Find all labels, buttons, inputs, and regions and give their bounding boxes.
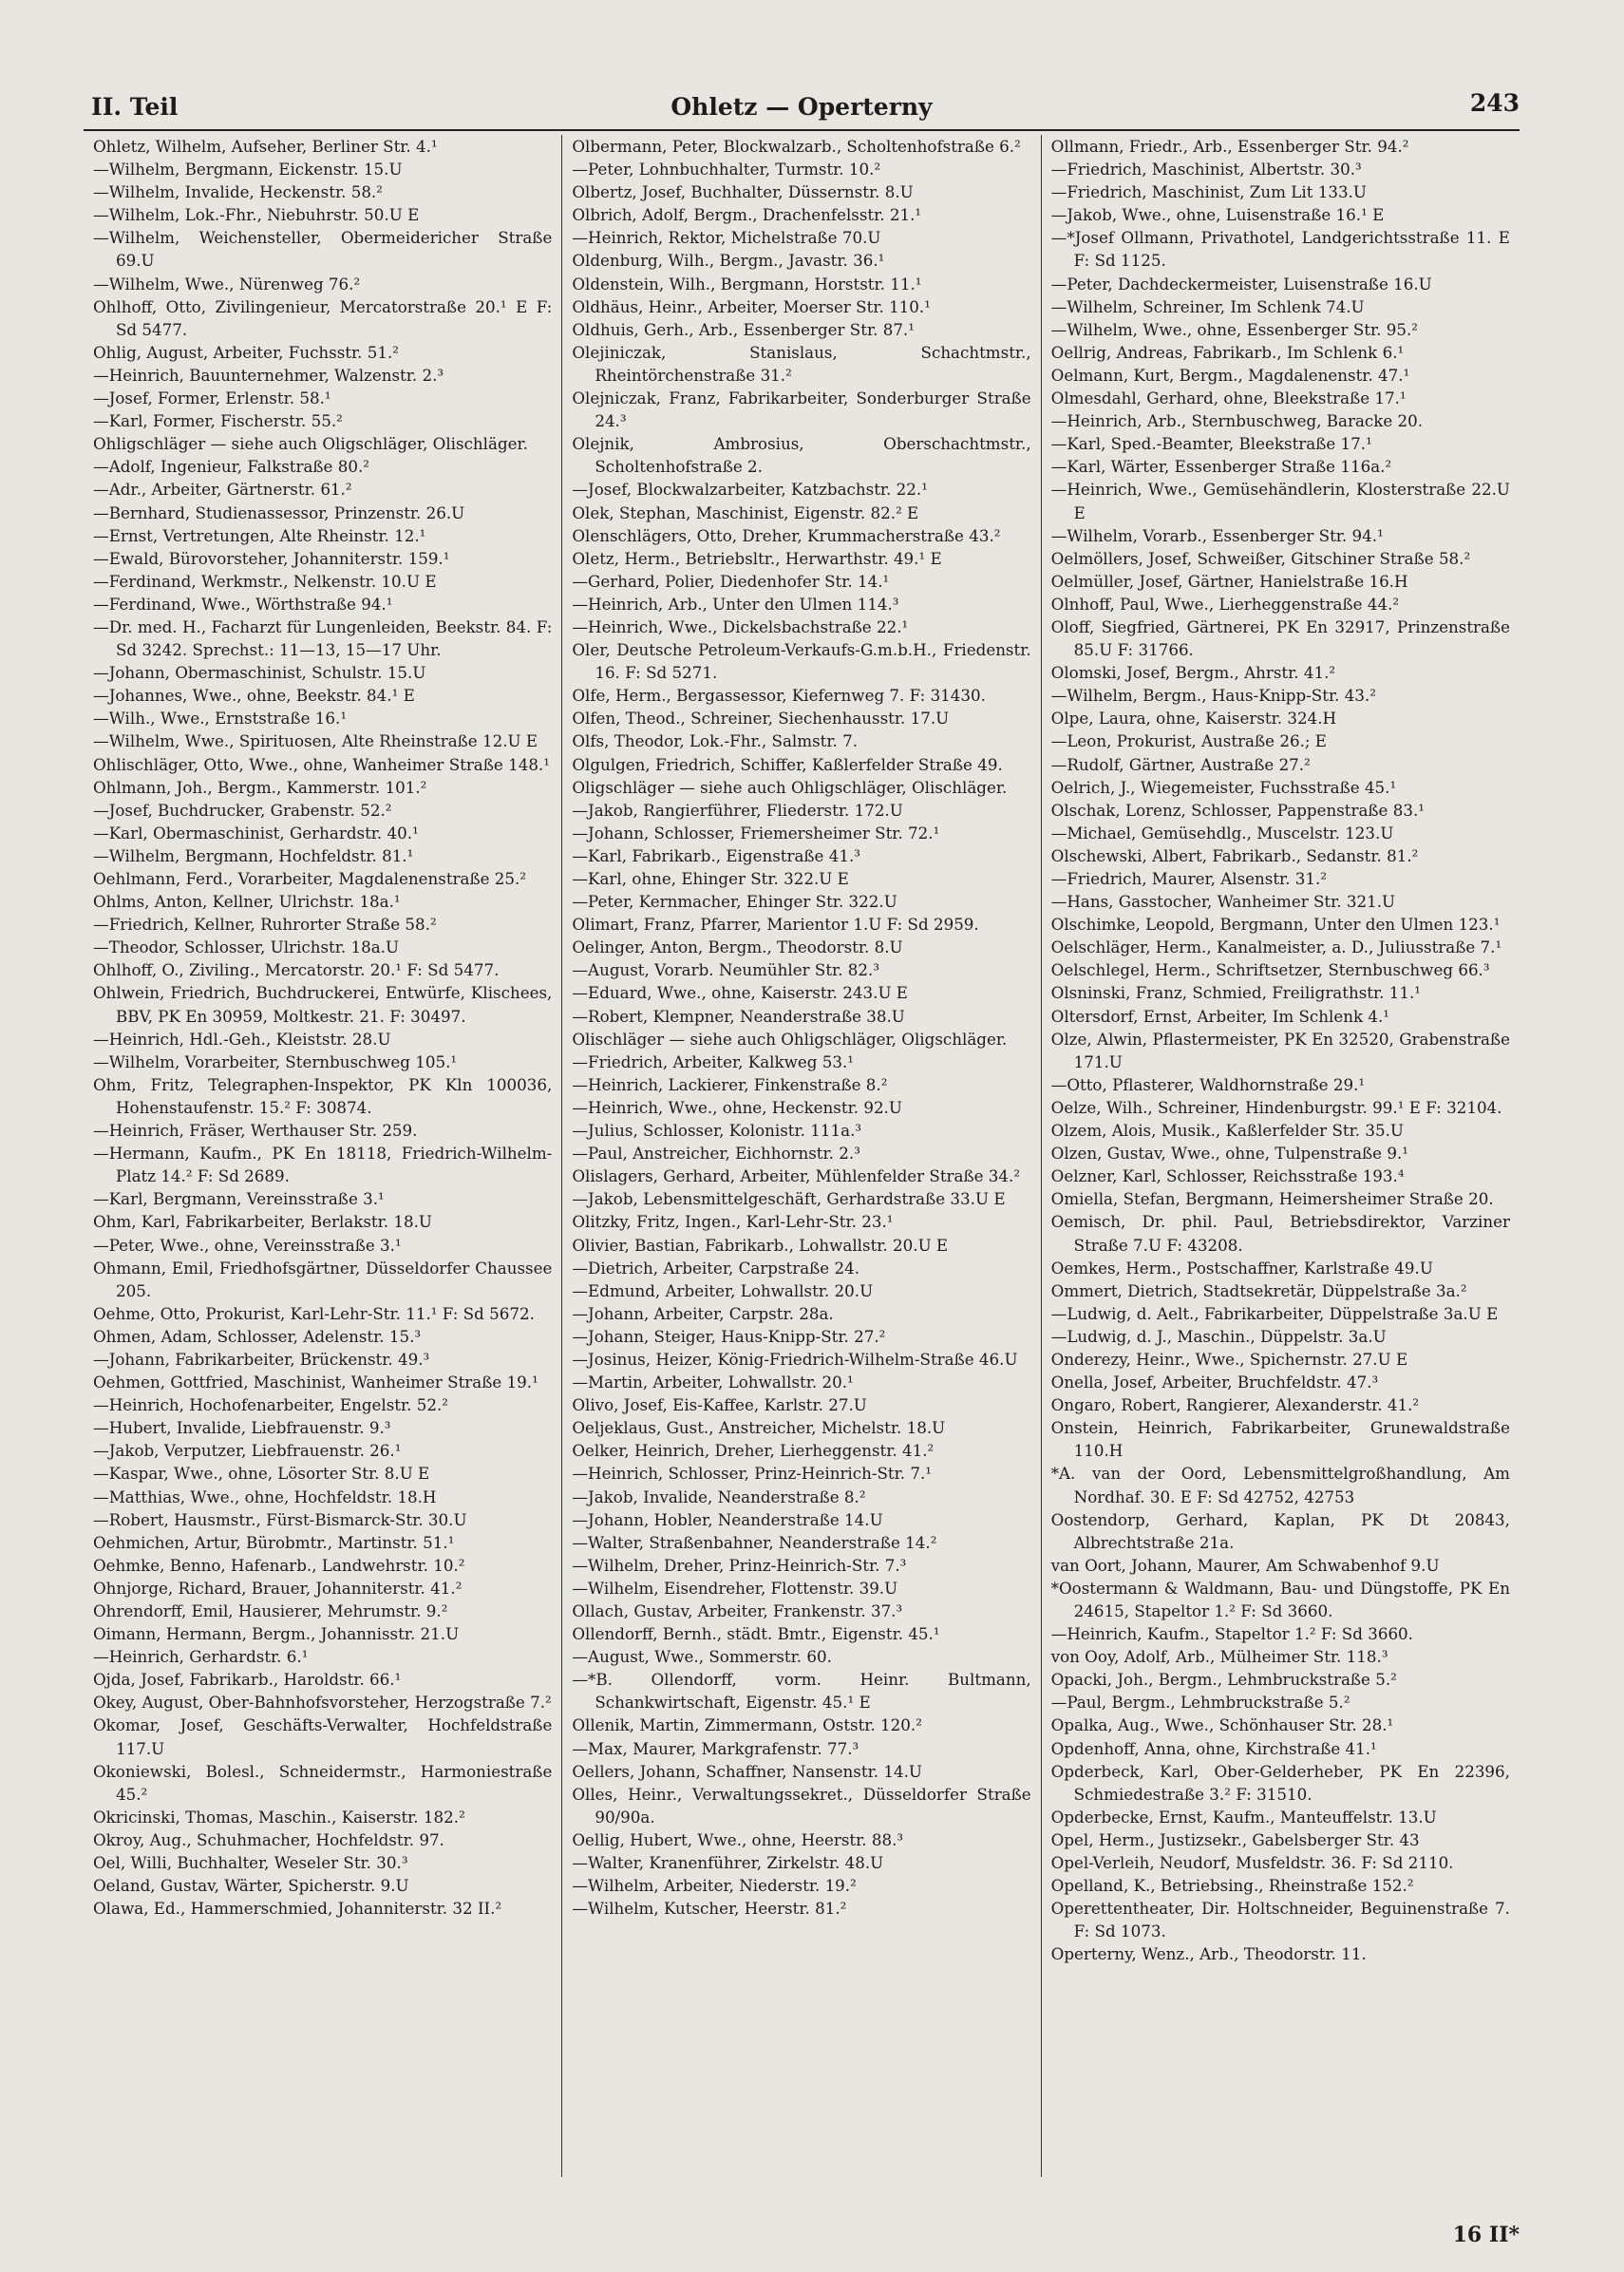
directory-entry: Oelmöllers, Josef, Schweißer, Gitschiner Straße 58.² <box>1050 548 1471 568</box>
directory-entry: —*B. Ollendorff, vorm. Heinr. Bultmann, Schankwirtschaft, Eigenstr. 45.¹ E <box>572 1670 1031 1713</box>
directory-entry: Opel-Verleih, Neudorf, Musfeldstr. 36. F: Sd 2110. <box>1050 1853 1454 1873</box>
directory-entry: —Wilhelm, Lok.-Fhr., Niebuhrstr. 50.U E <box>93 205 420 225</box>
directory-entry: —Max, Maurer, Markgrafenstr. 77.³ <box>572 1738 859 1758</box>
directory-entry: Ohlhoff, Otto, Zivilingenieur, Mercatorstraße 20.¹ E F: Sd 5477. <box>93 296 553 339</box>
directory-entry: —Heinrich, Arb., Unter den Ulmen 114.³ <box>572 594 899 614</box>
directory-entry: —Michael, Gemüsehdlg., Muscelstr. 123.U <box>1050 823 1394 843</box>
directory-entry: —Ludwig, d. Aelt., Fabrikarbeiter, Düppelstraße 3a.U E <box>1050 1303 1499 1323</box>
directory-entry: Olischläger — siehe auch Ohligschläger, Oligschläger. <box>572 1029 1008 1049</box>
directory-entry: —Johann, Obermaschinist, Schulstr. 15.U <box>93 663 426 683</box>
directory-entry: Olnhoff, Paul, Wwe., Lierheggenstraße 44.² <box>1050 594 1400 614</box>
directory-entry: —Bernhard, Studienassessor, Prinzenstr. 26.U <box>93 502 465 522</box>
directory-entry: Oellers, Johann, Schaffner, Nansenstr. 14.U <box>572 1761 922 1781</box>
directory-entry: Ollenik, Martin, Zimmermann, Oststr. 120.² <box>572 1715 922 1735</box>
directory-entry: Opderbeck, Karl, Ober-Gelderheber, PK En 22396, Schmiedestraße 3.² F: 31510. <box>1050 1761 1510 1804</box>
directory-entry: Olmesdahl, Gerhard, ohne, Bleekstraße 17.¹ <box>1050 388 1407 408</box>
directory-entry: —Wilhelm, Bergmann, Hochfeldstr. 81.¹ <box>93 845 414 865</box>
section-label: II. Teil <box>91 93 179 121</box>
directory-entry: —Paul, Anstreicher, Eichhornstr. 2.³ <box>572 1144 860 1164</box>
directory-entry: —Edmund, Arbeiter, Lohwallstr. 20.U <box>572 1280 874 1300</box>
directory-entry: —Wilhelm, Dreher, Prinz-Heinrich-Str. 7.³ <box>572 1555 907 1575</box>
directory-entry: Opelland, K., Betriebsing., Rheinstraße 152.² <box>1050 1876 1414 1896</box>
directory-entry: —Leon, Prokurist, Austraße 26.; E <box>1050 731 1327 751</box>
directory-entry: Oldenburg, Wilh., Bergm., Javastr. 36.¹ <box>572 251 885 271</box>
directory-entry: Oligschläger — siehe auch Ohligschläger, Olischläger. <box>572 777 1008 797</box>
directory-entry: Ohlischläger, Otto, Wwe., ohne, Wanheimer Straße 148.¹ <box>93 754 550 774</box>
directory-entry: Opdenhoff, Anna, ohne, Kirchstraße 41.¹ <box>1050 1738 1377 1758</box>
column-3 <box>1041 135 1520 2177</box>
directory-entry: —Jakob, Lebensmittelgeschäft, Gerhardstraße 33.U E <box>572 1189 1006 1209</box>
directory-entry: —Josef, Former, Erlenstr. 58.¹ <box>93 388 331 408</box>
directory-entry: —Friedrich, Maurer, Alsenstr. 31.² <box>1050 869 1328 888</box>
directory-entry: Oelze, Wilh., Schreiner, Hindenburgstr. 99.¹ E F: 32104. <box>1050 1097 1502 1117</box>
directory-entry: Ohm, Fritz, Telegraphen-Inspektor, PK Kln 100036, Hohenstaufenstr. 15.² F: 30874. <box>93 1074 553 1117</box>
directory-entry: —Rudolf, Gärtner, Austraße 27.² <box>1050 754 1311 774</box>
directory-entry: Ohlwein, Friedrich, Buchdruckerei, Entwürfe, Klischees, BBV, PK En 30959, Moltkestr. 21. F: 30497. <box>93 983 553 1026</box>
directory-entry: —Wilh., Wwe., Ernststraße 16.¹ <box>93 709 348 729</box>
directory-entry: Ohligschläger — siehe auch Oligschläger, Olischläger. <box>93 434 528 454</box>
directory-entry: Oelinger, Anton, Bergm., Theodorstr. 8.U <box>572 937 903 957</box>
directory-entry: —Johannes, Wwe., ohne, Beekstr. 84.¹ E <box>93 686 415 706</box>
directory-entry: Opacki, Joh., Bergm., Lehmbruckstraße 5.² <box>1050 1670 1397 1690</box>
directory-entry: —Heinrich, Schlosser, Prinz-Heinrich-Str. 7.¹ <box>572 1464 932 1484</box>
directory-entry: Opderbecke, Ernst, Kaufm., Manteuffelstr. 13.U <box>1050 1807 1437 1827</box>
directory-entry: Oldhäus, Heinr., Arbeiter, Moerser Str. 110.¹ <box>572 296 931 316</box>
directory-entry: —Wilhelm, Wwe., ohne, Essenberger Str. 95.² <box>1050 319 1418 339</box>
directory-entry: —Dr. med. H., Facharzt für Lungenleiden, Beekstr. 84. F: Sd 3242. Sprechst.: 11—13, 15—17 Uhr. <box>93 616 553 660</box>
directory-entry: Oler, Deutsche Petroleum-Verkaufs-G.m.b.H., Friedenstr. 16. F: Sd 5271. <box>572 640 1031 683</box>
directory-entry: Operterny, Wenz., Arb., Theodorstr. 11. <box>1050 1944 1367 1964</box>
directory-entry: —Jakob, Rangierführer, Fliederstr. 172.U <box>572 800 903 820</box>
directory-entry: —Heinrich, Fräser, Werthauser Str. 259. <box>93 1121 418 1141</box>
directory-entry: —Matthias, Wwe., ohne, Hochfeldstr. 18.H <box>93 1486 437 1506</box>
directory-entry: —Wilhelm, Kutscher, Heerstr. 81.² <box>572 1899 847 1919</box>
directory-entry: —Heinrich, Hdl.-Geh., Kleiststr. 28.U <box>93 1029 391 1049</box>
directory-entry: Operettentheater, Dir. Holtschneider, Beguinenstraße 7. F: Sd 1073. <box>1050 1899 1510 1941</box>
directory-entry: Ohm, Karl, Fabrikarbeiter, Berlakstr. 18.U <box>93 1212 432 1232</box>
directory-entry: —Heinrich, Arb., Sternbuschweg, Baracke 20. <box>1050 411 1424 431</box>
directory-entry: —Friedrich, Maschinist, Albertstr. 30.³ <box>1050 160 1362 180</box>
directory-entry: —Wilhelm, Wwe., Spirituosen, Alte Rheinstraße 12.U E <box>93 731 538 751</box>
directory-entry: Oelmüller, Josef, Gärtner, Hanielstraße 16.H <box>1050 571 1408 591</box>
directory-entry: —Karl, Fabrikarb., Eigenstraße 41.³ <box>572 845 860 865</box>
directory-entry: Onderezy, Heinr., Wwe., Spichernstr. 27.U E <box>1050 1349 1408 1369</box>
directory-entry: Olomski, Josef, Bergm., Ahrstr. 41.² <box>1050 663 1336 683</box>
directory-entry: Olitzky, Fritz, Ingen., Karl-Lehr-Str. 23.¹ <box>572 1212 894 1232</box>
directory-entry: —Josef, Buchdrucker, Grabenstr. 52.² <box>93 800 392 820</box>
directory-entry: —Peter, Dachdeckermeister, Luisenstraße 16.U <box>1050 274 1432 293</box>
directory-entry: —Wilhelm, Invalide, Heckenstr. 58.² <box>93 182 383 202</box>
directory-entry: Oel, Willi, Buchhalter, Weseler Str. 30.³ <box>93 1853 408 1873</box>
directory-entry: —Wilhelm, Wwe., Nürenweg 76.² <box>93 274 361 293</box>
directory-entry: Oellrig, Andreas, Fabrikarb., Im Schlenk 6.¹ <box>1050 342 1405 362</box>
directory-entry: Olfen, Theod., Schreiner, Siechenhausstr. 17.U <box>572 709 950 729</box>
directory-entry: —Friedrich, Maschinist, Zum Lit 133.U <box>1050 182 1367 202</box>
directory-entry: —Martin, Arbeiter, Lohwallstr. 20.¹ <box>572 1373 854 1392</box>
directory-entry: —Jakob, Verputzer, Liebfrauenstr. 26.¹ <box>93 1441 402 1461</box>
directory-entry: Olbertz, Josef, Buchhalter, Düssernstr. 8.U <box>572 182 914 202</box>
directory-entry: Opalka, Aug., Wwe., Schönhauser Str. 28.¹ <box>1050 1715 1394 1735</box>
directory-entry: —Karl, Wärter, Essenberger Straße 116a.² <box>1050 457 1392 477</box>
directory-entry: Oemisch, Dr. phil. Paul, Betriebsdirektor, Varziner Straße 7.U F: 43208. <box>1050 1212 1510 1255</box>
directory-entry: —Karl, ohne, Ehinger Str. 322.U E <box>572 869 849 888</box>
directory-entry: Oletz, Herm., Betriebsltr., Herwarthstr. 49.¹ E <box>572 548 942 568</box>
directory-entry: Oehmke, Benno, Hafenarb., Landwehrstr. 10.² <box>93 1555 465 1575</box>
directory-entry: Oeland, Gustav, Wärter, Spicherstr. 9.U <box>93 1876 409 1896</box>
directory-entry: Olpe, Laura, ohne, Kaiserstr. 324.H <box>1050 709 1337 729</box>
directory-entry: —Otto, Pflasterer, Waldhornstraße 29.¹ <box>1050 1074 1366 1094</box>
directory-entry: —Karl, Obermaschinist, Gerhardstr. 40.¹ <box>93 823 419 843</box>
directory-entry: Olzen, Gustav, Wwe., ohne, Tulpenstraße 9.¹ <box>1050 1144 1408 1164</box>
directory-entry: —Heinrich, Wwe., Dickelsbachstraße 22.¹ <box>572 616 909 636</box>
directory-entry: —Johann, Arbeiter, Carpstr. 28a. <box>572 1303 834 1323</box>
directory-entry: Olbrich, Adolf, Bergm., Drachenfelsstr. 21.¹ <box>572 205 922 225</box>
directory-entry: —Johann, Fabrikarbeiter, Brückenstr. 49.³ <box>93 1349 430 1369</box>
directory-entry: Oelker, Heinrich, Dreher, Lierheggenstr. 41.² <box>572 1441 935 1461</box>
directory-entry: Olles, Heinr., Verwaltungssekret., Düsseldorfer Straße 90/90a. <box>572 1784 1031 1827</box>
directory-entry: Opel, Herm., Justizsekr., Gabelsberger Str. 43 <box>1050 1829 1420 1849</box>
directory-entry: Oellig, Hubert, Wwe., ohne, Heerstr. 88.³ <box>572 1829 904 1849</box>
directory-entry: Oehmen, Gottfried, Maschinist, Wanheimer Straße 19.¹ <box>93 1373 538 1392</box>
directory-entry: —Peter, Lohnbuchhalter, Turmstr. 10.² <box>572 160 881 180</box>
directory-entry: Oldhuis, Gerh., Arb., Essenberger Str. 87.¹ <box>572 319 915 339</box>
directory-entry: Omiella, Stefan, Bergmann, Heimersheimer Straße 20. <box>1050 1189 1494 1209</box>
directory-entry: Oelzner, Karl, Schlosser, Reichsstraße 193.⁴ <box>1050 1166 1405 1186</box>
directory-entry: —Wilhelm, Eisendreher, Flottenstr. 39.U <box>572 1578 898 1598</box>
directory-entry: Ohlhoff, O., Ziviling., Mercatorstr. 20.¹ F: Sd 5477. <box>93 960 500 980</box>
directory-entry: —Adr., Arbeiter, Gärtnerstr. 61.² <box>93 480 352 500</box>
directory-entry: von Ooy, Adolf, Arb., Mülheimer Str. 118.³ <box>1050 1647 1388 1667</box>
directory-entry: Oimann, Hermann, Bergm., Johannisstr. 21.U <box>93 1624 460 1644</box>
directory-entry: *Oostermann & Waldmann, Bau- und Düngstoffe, PK En 24615, Stapeltor 1.² F: Sd 3660. <box>1050 1578 1510 1620</box>
directory-entry: Olschewski, Albert, Fabrikarb., Sedanstr. 81.² <box>1050 845 1419 865</box>
directory-entry: Ojda, Josef, Fabrikarb., Haroldstr. 66.¹ <box>93 1670 402 1690</box>
directory-entry: —Ernst, Vertretungen, Alte Rheinstr. 12.¹ <box>93 525 426 545</box>
directory-entry: —Peter, Wwe., ohne, Vereinsstraße 3.¹ <box>93 1235 402 1255</box>
directory-entry: —Jakob, Wwe., ohne, Luisenstraße 16.¹ E <box>1050 205 1385 225</box>
directory-entry: Oelschlegel, Herm., Schriftsetzer, Sternbuschweg 66.³ <box>1050 960 1490 980</box>
directory-entry: —Dietrich, Arbeiter, Carpstraße 24. <box>572 1258 860 1278</box>
directory-entry: —Paul, Bergm., Lehmbruckstraße 5.² <box>1050 1693 1350 1713</box>
directory-entry: —Hans, Gasstocher, Wanheimer Str. 321.U <box>1050 892 1396 912</box>
directory-entry: —Walter, Kranenführer, Zirkelstr. 48.U <box>572 1853 884 1873</box>
directory-entry: —Jakob, Invalide, Neanderstraße 8.² <box>572 1486 866 1506</box>
directory-entry: —Julius, Schlosser, Kolonistr. 111a.³ <box>572 1121 862 1141</box>
directory-entry: Olfs, Theodor, Lok.-Fhr., Salmstr. 7. <box>572 731 859 751</box>
directory-entry: —Wilhelm, Weichensteller, Obermeidericher Straße 69.U <box>93 228 553 271</box>
directory-entry: Ohmen, Adam, Schlosser, Adelenstr. 15.³ <box>93 1326 422 1346</box>
directory-entry: *A. van der Oord, Lebensmittelgroßhandlung, Am Nordhaf. 30. E F: Sd 42752, 42753 <box>1050 1464 1510 1506</box>
directory-entry: Okroy, Aug., Schuhmacher, Hochfeldstr. 97. <box>93 1829 444 1849</box>
directory-entry: —Karl, Sped.-Beamter, Bleekstraße 17.¹ <box>1050 434 1372 454</box>
directory-entry: —August, Wwe., Sommerstr. 60. <box>572 1647 832 1667</box>
directory-entry: Oltersdorf, Ernst, Arbeiter, Im Schlenk 4.¹ <box>1050 1006 1389 1026</box>
directory-entry: Ollach, Gustav, Arbeiter, Frankenstr. 37.³ <box>572 1601 903 1620</box>
directory-entry: Ohrendorff, Emil, Hausierer, Mehrumstr. 9.² <box>93 1601 448 1620</box>
directory-entry: van Oort, Johann, Maurer, Am Schwabenhof 9.U <box>1050 1555 1440 1575</box>
directory-entry: —Heinrich, Rektor, Michelstraße 70.U <box>572 228 881 248</box>
directory-entry: Olschimke, Leopold, Bergmann, Unter den Ulmen 123.¹ <box>1050 915 1501 935</box>
directory-entry: —Ludwig, d. J., Maschin., Düppelstr. 3a.U <box>1050 1326 1387 1346</box>
directory-entry: Oehmichen, Artur, Bürobmtr., Martinstr. 51.¹ <box>93 1532 455 1552</box>
directory-entry: Olejnik, Ambrosius, Oberschachtmstr., Scholtenhofstraße 2. <box>572 434 1031 477</box>
directory-entry: Okomar, Josef, Geschäfts-Verwalter, Hochfeldstraße 117.U <box>93 1715 553 1758</box>
directory-entry: Okoniewski, Bolesl., Schneidermstr., Harmoniestraße 45.² <box>93 1761 553 1804</box>
directory-entry: —Ferdinand, Wwe., Wörthstraße 94.¹ <box>93 594 393 614</box>
directory-entry: —Heinrich, Bauunternehmer, Walzenstr. 2.³ <box>93 365 444 385</box>
directory-entry: —Hermann, Kaufm., PK En 18118, Friedrich-Wilhelm-Platz 14.² F: Sd 2689. <box>93 1144 553 1186</box>
directory-entry: Ohlmann, Joh., Bergm., Kammerstr. 101.² <box>93 777 427 797</box>
directory-entry: —Wilhelm, Bergmann, Eickenstr. 15.U <box>93 160 403 180</box>
directory-entry: —Wilhelm, Vorarbeiter, Sternbuschweg 105.¹ <box>93 1051 458 1071</box>
column-1 <box>84 135 561 2177</box>
page-header <box>84 85 1520 131</box>
directory-entry: Okey, August, Ober-Bahnhofsvorsteher, Herzogstraße 7.² <box>93 1693 552 1713</box>
directory-entry: —Heinrich, Hochofenarbeiter, Engelstr. 52.² <box>93 1395 448 1415</box>
directory-entry: Olschak, Lorenz, Schlosser, Pappenstraße 83.¹ <box>1050 800 1425 820</box>
directory-entry: Oehme, Otto, Prokurist, Karl-Lehr-Str. 11.¹ F: Sd 5672. <box>93 1303 535 1323</box>
directory-entry: —Josef, Blockwalzarbeiter, Katzbachstr. 22.¹ <box>572 480 928 500</box>
directory-entry: —Eduard, Wwe., ohne, Kaiserstr. 243.U E <box>572 983 908 1003</box>
directory-entry: —Adolf, Ingenieur, Falkstraße 80.² <box>93 457 369 477</box>
directory-entry: —Robert, Hausmstr., Fürst-Bismarck-Str. 30.U <box>93 1509 467 1529</box>
directory-entry: Olsninski, Franz, Schmied, Freiligrathstr. 11.¹ <box>1050 983 1421 1003</box>
directory-entry: Olbermann, Peter, Blockwalzarb., Scholtenhofstraße 6.² <box>572 137 1021 156</box>
directory-entry: —Heinrich, Wwe., ohne, Heckenstr. 92.U <box>572 1097 902 1117</box>
directory-entry: —Karl, Former, Fischerstr. 55.² <box>93 411 343 431</box>
directory-entry: —Johann, Hobler, Neanderstraße 14.U <box>572 1509 883 1529</box>
directory-entry: Olimart, Franz, Pfarrer, Marientor 1.U F: Sd 2959. <box>572 915 979 935</box>
directory-entry: Olislagers, Gerhard, Arbeiter, Mühlenfelder Straße 34.² <box>572 1166 1021 1186</box>
directory-entry: —Gerhard, Polier, Diedenhofer Str. 14.¹ <box>572 571 890 591</box>
directory-entry: —Friedrich, Arbeiter, Kalkweg 53.¹ <box>572 1051 854 1071</box>
directory-entry: —Peter, Kernmacher, Ehinger Str. 322.U <box>572 892 897 912</box>
directory-entry: Olgulgen, Friedrich, Schiffer, Kaßlerfelder Straße 49. <box>572 754 1003 774</box>
directory-entry: —Heinrich, Wwe., Gemüsehändlerin, Klosterstraße 22.U E <box>1050 480 1510 522</box>
directory-entry: Olenschlägers, Otto, Dreher, Krummacherstraße 43.² <box>572 525 1001 545</box>
directory-entry: —Johann, Schlosser, Friemersheimer Str. 72.¹ <box>572 823 940 843</box>
directory-entry: Onella, Josef, Arbeiter, Bruchfeldstr. 47.³ <box>1050 1373 1379 1392</box>
directory-entry: —Ferdinand, Werkmstr., Nelkenstr. 10.U E <box>93 571 437 591</box>
directory-entry: —Heinrich, Kaufm., Stapeltor 1.² F: Sd 3660. <box>1050 1624 1413 1644</box>
directory-entry: Ohmann, Emil, Friedhofsgärtner, Düsseldorfer Chaussee 205. <box>93 1258 553 1300</box>
directory-entry: —Wilhelm, Vorarb., Essenberger Str. 94.¹ <box>1050 525 1384 545</box>
directory-entry: Ommert, Dietrich, Stadtsekretär, Düppelstraße 3a.² <box>1050 1280 1467 1300</box>
directory-entry: —Theodor, Schlosser, Ulrichstr. 18a.U <box>93 937 400 957</box>
directory-entry: Ohletz, Wilhelm, Aufseher, Berliner Str. 4.¹ <box>93 137 438 156</box>
directory-entry: Oemkes, Herm., Postschaffner, Karlstraße 49.U <box>1050 1258 1433 1278</box>
directory-entry: Ohlig, August, Arbeiter, Fuchsstr. 51.² <box>93 342 399 362</box>
directory-entry: —Heinrich, Gerhardstr. 6.¹ <box>93 1647 309 1667</box>
directory-entry: Olivo, Josef, Eis-Kaffee, Karlstr. 27.U <box>572 1395 867 1415</box>
directory-entry: Olfe, Herm., Bergassessor, Kiefernweg 7. F: 31430. <box>572 686 986 706</box>
directory-entry: Olejniczak, Franz, Fabrikarbeiter, Sonderburger Straße 24.³ <box>572 388 1031 431</box>
directory-entry: —Ewald, Bürovorsteher, Johanniterstr. 159.¹ <box>93 548 450 568</box>
page-number: 243 <box>1469 89 1520 117</box>
directory-entry: —Karl, Bergmann, Vereinsstraße 3.¹ <box>93 1189 385 1209</box>
directory-entry: Oelrich, J., Wiegemeister, Fuchsstraße 45.¹ <box>1050 777 1397 797</box>
directory-entry: —Heinrich, Lackierer, Finkenstraße 8.² <box>572 1074 888 1094</box>
directory-entry: —Hubert, Invalide, Liebfrauenstr. 9.³ <box>93 1418 391 1438</box>
directory-entry: Oelmann, Kurt, Bergm., Magdalenenstr. 47.¹ <box>1050 365 1410 385</box>
directory-entry: Onstein, Heinrich, Fabrikarbeiter, Grunewaldstraße 110.H <box>1050 1418 1510 1461</box>
running-title: Ohletz — Operterny <box>670 93 933 121</box>
directory-entry: Olivier, Bastian, Fabrikarb., Lohwallstr. 20.U E <box>572 1235 949 1255</box>
directory-entry: Oelschläger, Herm., Kanalmeister, a. D., Juliusstraße 7.¹ <box>1050 937 1502 957</box>
directory-entry: Okricinski, Thomas, Maschin., Kaiserstr. 182.² <box>93 1807 465 1827</box>
directory-entry: —Kaspar, Wwe., ohne, Lösorter Str. 8.U E <box>93 1464 430 1484</box>
directory-columns <box>84 135 1520 2177</box>
directory-entry: —Friedrich, Kellner, Ruhrorter Straße 58.² <box>93 915 437 935</box>
directory-entry: Olejiniczak, Stanislaus, Schachtmstr., Rheintörchenstraße 31.² <box>572 342 1031 385</box>
column-2 <box>561 135 1040 2177</box>
directory-entry: —Josinus, Heizer, König-Friedrich-Wilhelm-Straße 46.U <box>572 1349 1018 1369</box>
directory-entry: —*Josef Ollmann, Privathotel, Landgerichtsstraße 11. E F: Sd 1125. <box>1050 228 1510 271</box>
directory-entry: —August, Vorarb. Neumühler Str. 82.³ <box>572 960 880 980</box>
directory-entry: —Walter, Straßenbahner, Neanderstraße 14.² <box>572 1532 937 1552</box>
directory-entry: —Robert, Klempner, Neanderstraße 38.U <box>572 1006 905 1026</box>
directory-entry: —Wilhelm, Bergm., Haus-Knipp-Str. 43.² <box>1050 686 1376 706</box>
directory-entry: Ohlms, Anton, Kellner, Ulrichstr. 18a.¹ <box>93 892 401 912</box>
directory-entry: Oostendorp, Gerhard, Kaplan, PK Dt 20843, Albrechtstraße 21a. <box>1050 1509 1510 1552</box>
directory-entry: Oldenstein, Wilh., Bergmann, Horststr. 11.¹ <box>572 274 922 293</box>
directory-entry: Ollendorff, Bernh., städt. Bmtr., Eigenstr. 45.¹ <box>572 1624 940 1644</box>
directory-entry: Olzem, Alois, Musik., Kaßlerfelder Str. 35.U <box>1050 1121 1404 1141</box>
sheet-signature: 16 II* <box>1452 2223 1520 2247</box>
directory-entry: —Wilhelm, Schreiner, Im Schlenk 74.U <box>1050 296 1365 316</box>
directory-entry: Ohnjorge, Richard, Brauer, Johanniterstr. 41.² <box>93 1578 463 1598</box>
directory-entry: —Johann, Steiger, Haus-Knipp-Str. 27.² <box>572 1326 886 1346</box>
directory-entry: Oloff, Siegfried, Gärtnerei, PK En 32917, Prinzenstraße 85.U F: 31766. <box>1050 616 1510 660</box>
directory-entry: Ongaro, Robert, Rangierer, Alexanderstr. 41.² <box>1050 1395 1420 1415</box>
directory-entry: Olek, Stephan, Maschinist, Eigenstr. 82.² E <box>572 502 919 522</box>
directory-entry: Oehlmann, Ferd., Vorarbeiter, Magdalenenstraße 25.² <box>93 869 527 888</box>
directory-entry: —Wilhelm, Arbeiter, Niederstr. 19.² <box>572 1876 857 1896</box>
directory-entry: Olawa, Ed., Hammerschmied, Johanniterstr. 32 II.² <box>93 1899 502 1919</box>
directory-entry: Ollmann, Friedr., Arb., Essenberger Str. 94.² <box>1050 137 1409 156</box>
directory-entry: Oeljeklaus, Gust., Anstreicher, Michelstr. 18.U <box>572 1418 946 1438</box>
directory-entry: Olze, Alwin, Pflastermeister, PK En 32520, Grabenstraße 171.U <box>1050 1029 1510 1071</box>
